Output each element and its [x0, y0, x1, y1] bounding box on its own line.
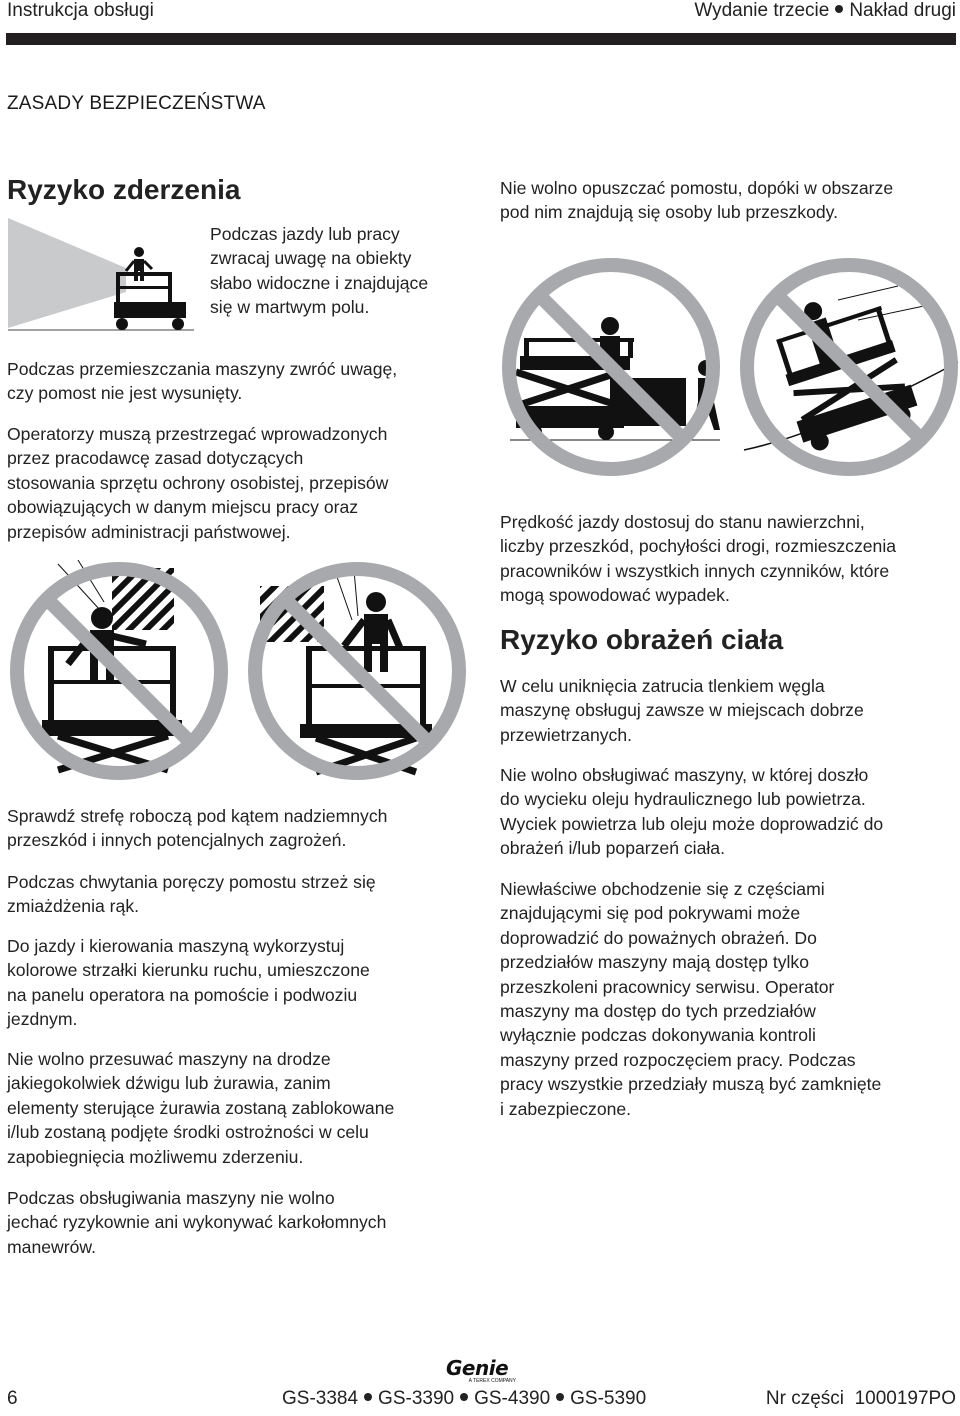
header-rule [6, 33, 956, 45]
heading-collision-risk: Ryzyko zderzenia [7, 174, 241, 205]
header-print-text: Nakład drugi [849, 0, 956, 21]
footer-page-number: 6 [7, 1388, 18, 1409]
paragraph-platform-extended [7, 357, 397, 406]
text-line: Sprawdź strefę roboczą pod kątem nadziemnych [7, 806, 388, 826]
prohibition-lowering-illustration [500, 256, 722, 478]
text-line: mogą spowodować wypadek. [500, 585, 730, 606]
text-line: Podczas chwytania poręczy pomostu strzeż się [7, 872, 376, 892]
paragraph-hand-crush [7, 870, 376, 919]
text-line: doprowadzić do poważnych obrażeń. Do [500, 927, 817, 948]
paragraph-ppe-rules [7, 422, 388, 544]
header-edition-text: Wydanie trzecie [694, 0, 830, 21]
text-line: kolorowe strzałki kierunku ruchu, umieszczone [7, 960, 370, 981]
genie-logo [446, 1358, 516, 1384]
logo-brand: Genie [446, 1356, 509, 1380]
bullet-dot [835, 5, 843, 13]
text-line: Podczas jazdy lub pracy [210, 224, 400, 244]
text-line: zmiażdżenia rąk. [7, 896, 140, 917]
paragraph-no-stunts [7, 1186, 386, 1259]
text-line: maszynę obsługuj zawsze w miejscach dobrze [500, 700, 864, 721]
text-line: słabo widoczne i znajdujące [210, 272, 429, 293]
header-edition [694, 0, 956, 22]
section-title: ZASADY BEZPIECZEŃSTWA [7, 93, 266, 114]
text-line: Niewłaściwe obchodzenie się z częściami [500, 879, 825, 899]
bullet-dot [364, 1393, 372, 1401]
text-line: stosowania sprzętu ochrony osobistej, przepisów [7, 472, 389, 493]
footer-model: GS-3390 [378, 1388, 455, 1409]
text-line: obrażeń i/lub poparzeń ciała. [500, 838, 725, 859]
heading-injury-risk: Ryzyko obrażeń ciała [500, 624, 784, 655]
text-line: zwracaj uwagę na obiekty [210, 248, 412, 269]
paragraph-no-lowering [500, 176, 893, 225]
text-line: i zabezpieczone. [500, 1098, 632, 1119]
text-line: przeszkoleni pracownicy serwisu. Operator [500, 976, 835, 997]
text-line: przeszkód i innych potencjalnych zagrożeń. [7, 830, 347, 851]
text-line: znajdującymi się pod pokrywami może [500, 903, 801, 924]
text-line: Nie wolno opuszczać pomostu, dopóki w obszarze [500, 178, 894, 198]
footer-part-number: Nr części 1000197PO [765, 1388, 956, 1409]
text-line: pracy wszystkie przedziały muszą być zamknięte [500, 1074, 882, 1095]
text-line: przepisów administracji państwowej. [7, 521, 291, 542]
footer-models [282, 1388, 646, 1410]
text-line: obowiązujących w danym miejscu pracy oraz [7, 497, 359, 518]
text-line: manewrów. [7, 1236, 96, 1257]
text-line: Podczas obsługiwania maszyny nie wolno [7, 1188, 335, 1208]
text-line: zapobiegnięcia możliwemu zderzeniu. [7, 1146, 304, 1167]
text-line: Do jazdy i kierowania maszyną wykorzystuj [7, 936, 345, 956]
footer-model: GS-3384 [282, 1388, 359, 1409]
text-line: Podczas przemieszczania maszyny zwróć uwagę, [7, 359, 398, 379]
text-line: przewietrzanych. [500, 724, 633, 745]
text-line: Nie wolno przesuwać maszyny na drodze [7, 1049, 331, 1069]
paragraph-travel-speed [500, 510, 896, 608]
text-line: maszyny przed rozpoczęciem pracy. Podczas [500, 1049, 856, 1070]
logo-tagline: A TEREX COMPANY [468, 1378, 516, 1384]
text-line: Nie wolno obsługiwać maszyny, w której doszło [500, 765, 869, 785]
paragraph-crane-path [7, 1047, 394, 1169]
prohibition-overhead-crush-illustration [8, 560, 230, 782]
blind-spot-text [210, 222, 428, 320]
text-line: czy pomost nie jest wysunięty. [7, 383, 243, 404]
paragraph-overhead-check [7, 804, 387, 853]
text-line: do wycieku oleju hydraulicznego lub powietrza. [500, 789, 866, 810]
paragraph-carbon-monoxide [500, 674, 864, 747]
text-line: na panelu operatora na pomoście i podwoziu [7, 984, 358, 1005]
text-line: jechać ryzykownie ani wykonywać karkołomnych [7, 1212, 387, 1233]
paragraph-compartments [500, 877, 881, 1121]
text-line: W celu uniknięcia zatrucia tlenkiem węgla [500, 676, 825, 696]
text-line: liczby przeszkód, pochyłości drogi, rozmieszczenia [500, 536, 897, 557]
text-line: Wyciek powietrza lub oleju może doprowadzić do [500, 813, 884, 834]
header-manual-title: Instrukcja obsługi [7, 0, 154, 21]
text-line: Prędkość jazdy dostosuj do stanu nawierzchni, [500, 512, 865, 532]
footer-model: GS-4390 [474, 1388, 551, 1409]
prohibition-overhead-strike-illustration [246, 560, 468, 782]
text-line: pod nim znajdują się osoby lub przeszkody. [500, 202, 839, 223]
text-line: jezdnym. [7, 1009, 78, 1030]
prohibition-slope-speed-illustration [738, 256, 960, 478]
footer-model: GS-5390 [570, 1388, 647, 1409]
text-line: jakiegokolwiek dźwigu lub żurawia, zanim [7, 1073, 331, 1094]
paragraph-oil-leak [500, 763, 883, 861]
text-line: maszyny ma dostęp do tych przedziałów [500, 1001, 816, 1022]
text-line: Operatorzy muszą przestrzegać wprowadzonych [7, 424, 388, 444]
text-line: się w martwym polu. [210, 297, 370, 318]
text-line: przedziałów maszyny mają dostęp tylko [500, 952, 809, 973]
bullet-dot [556, 1393, 564, 1401]
bullet-dot [460, 1393, 468, 1401]
text-line: przez pracodawcę zasad dotyczących [7, 448, 304, 469]
blind-spot-illustration [8, 216, 194, 332]
text-line: pracowników i wszystkich innych czynników, które [500, 560, 890, 581]
text-line: i/lub zostaną podjęte środki ostrożności w celu [7, 1122, 369, 1143]
text-line: elementy sterujące żurawia zostaną zablokowane [7, 1097, 395, 1118]
paragraph-direction-arrows [7, 934, 370, 1032]
text-line: wyłącznie podczas dokonywania kontroli [500, 1025, 816, 1046]
